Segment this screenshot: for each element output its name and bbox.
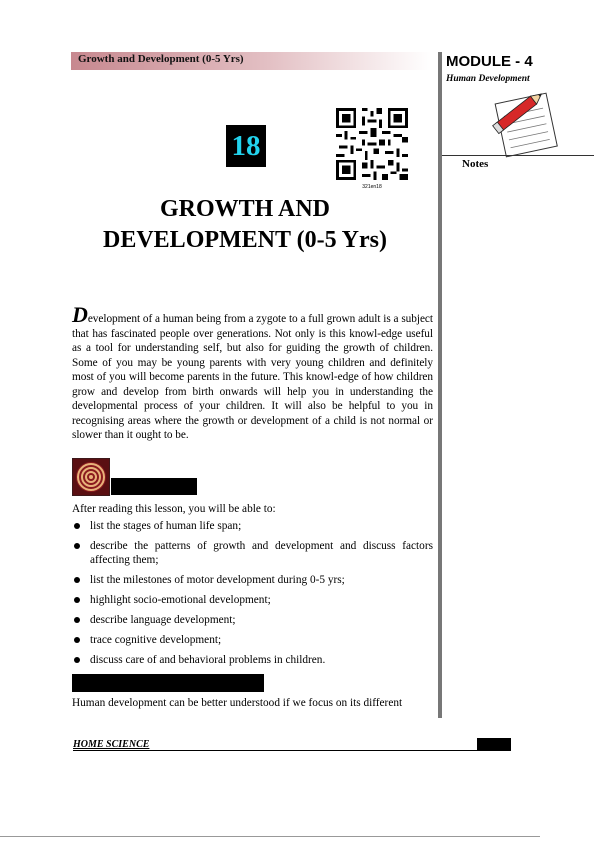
pencil-notepad-icon xyxy=(486,84,562,158)
page-edge-rule xyxy=(0,836,540,837)
list-item: discuss care of and behavioral problems in children. xyxy=(72,653,433,667)
list-item: describe the patterns of growth and development and discuss factors affecting them; xyxy=(72,539,433,567)
list-item: highlight socio-emotional development; xyxy=(72,593,433,607)
target-icon xyxy=(72,458,110,496)
intro-paragraph xyxy=(72,302,433,443)
objectives-list xyxy=(72,519,433,673)
running-header xyxy=(71,52,431,70)
section-heading-bar xyxy=(72,674,264,692)
qr-caption: 321en18 xyxy=(362,184,382,190)
page-number-box xyxy=(477,738,511,751)
lesson-number: 18 xyxy=(226,125,266,167)
lesson-title-line-1: GROWTH AND xyxy=(159,196,330,222)
intro-text: evelopment of a human being from a zygote to a full grown adult is a subject that has fascinated people over generations. Not only is this knowl-edge useful as a tool for understanding self, but also for guiding the growth of children. Some of you may be young parents with very young children and definitely most of you will become parents in the future. This knowl-edge of how children grow and develop from birth onwards will help you in understanding the developmental process of your children. It will also be helpful to you in recognising areas where the growth or development of a child is not normal or slower than it ought to be. xyxy=(72,313,433,441)
qr-code-icon xyxy=(336,108,408,180)
drop-cap: D xyxy=(72,302,88,327)
footer-rule xyxy=(73,750,477,751)
footer-subject: HOME SCIENCE xyxy=(73,739,150,750)
body-opening-line: Human development can be better understood if we focus on its different xyxy=(72,697,403,709)
module-label: MODULE - 4 xyxy=(446,53,533,70)
lesson-title-line-2: DEVELOPMENT (0-5 Yrs) xyxy=(103,227,387,253)
list-item: list the milestones of motor development during 0-5 yrs; xyxy=(72,573,433,587)
list-item: list the stages of human life span; xyxy=(72,519,433,533)
module-subtitle: Human Development xyxy=(446,74,530,84)
objectives-lead: After reading this lesson, you will be able to: xyxy=(72,503,276,515)
list-item: describe language development; xyxy=(72,613,433,627)
running-title: Growth and Development (0-5 Yrs) xyxy=(78,53,244,65)
list-item: trace cognitive development; xyxy=(72,633,433,647)
notes-label: Notes xyxy=(462,158,489,170)
notes-rule xyxy=(442,155,594,156)
objectives-heading-bar xyxy=(111,478,197,495)
column-divider xyxy=(438,52,442,718)
lesson-title xyxy=(60,194,430,256)
